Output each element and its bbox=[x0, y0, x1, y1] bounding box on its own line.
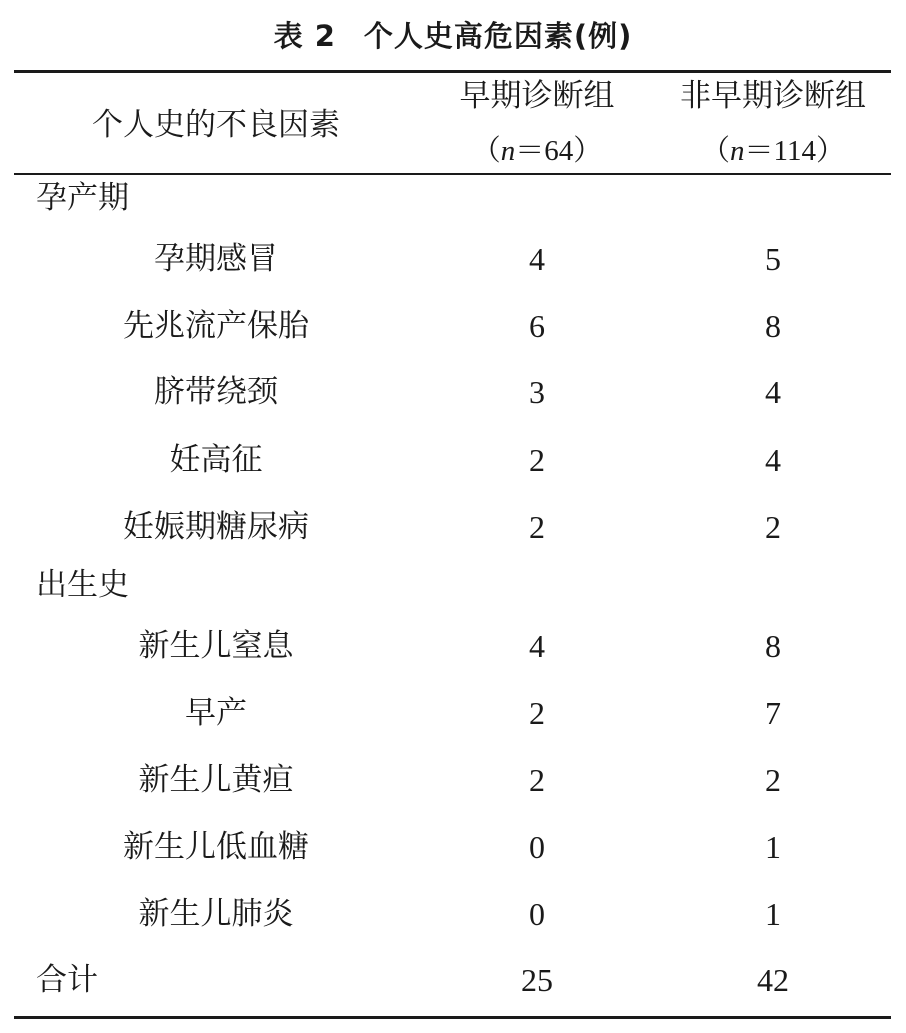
section-label: 出生史 bbox=[36, 567, 129, 603]
bottom-rule bbox=[14, 1016, 891, 1019]
row-early: 4 bbox=[529, 628, 545, 664]
table-caption: 个人史高危因素(例) bbox=[363, 19, 633, 53]
row-factor: 孕期感冒 bbox=[154, 241, 278, 277]
row-factor: 妊高征 bbox=[169, 442, 263, 478]
top-rule bbox=[14, 70, 891, 73]
header-non-early-n: （n＝114） bbox=[701, 135, 845, 167]
table-number: 表 2 bbox=[273, 19, 336, 53]
row-non-early: 4 bbox=[765, 442, 781, 478]
row-early: 4 bbox=[529, 241, 545, 277]
row-early: 3 bbox=[529, 374, 545, 410]
row-non-early: 4 bbox=[765, 374, 781, 410]
row-non-early: 5 bbox=[765, 241, 781, 277]
header-early-group: 早期诊断组 bbox=[459, 78, 615, 114]
row-factor: 新生儿黄疸 bbox=[138, 762, 294, 798]
row-non-early: 8 bbox=[765, 308, 781, 344]
row-early: 2 bbox=[529, 509, 545, 545]
row-non-early: 1 bbox=[765, 829, 781, 865]
row-non-early: 8 bbox=[765, 628, 781, 664]
header-rule bbox=[14, 173, 891, 175]
row-factor: 妊娠期糖尿病 bbox=[123, 509, 309, 545]
row-non-early: 7 bbox=[765, 695, 781, 731]
section-label: 孕产期 bbox=[36, 180, 129, 216]
row-early: 0 bbox=[529, 829, 545, 865]
row-factor: 先兆流产保胎 bbox=[123, 308, 309, 344]
row-early: 2 bbox=[529, 442, 545, 478]
header-early-n: （n＝64） bbox=[471, 135, 603, 167]
row-factor: 新生儿肺炎 bbox=[138, 896, 294, 932]
table-title bbox=[0, 14, 906, 58]
row-factor: 脐带绕颈 bbox=[154, 374, 278, 410]
row-early: 2 bbox=[529, 695, 545, 731]
total-early: 25 bbox=[521, 962, 553, 998]
row-factor: 新生儿低血糖 bbox=[123, 829, 309, 865]
row-early: 6 bbox=[529, 308, 545, 344]
row-non-early: 2 bbox=[765, 509, 781, 545]
total-label: 合计 bbox=[36, 962, 98, 998]
row-non-early: 2 bbox=[765, 762, 781, 798]
row-early: 0 bbox=[529, 896, 545, 932]
row-non-early: 1 bbox=[765, 896, 781, 932]
row-early: 2 bbox=[529, 762, 545, 798]
total-non-early: 42 bbox=[757, 962, 789, 998]
header-factor: 个人史的不良因素 bbox=[92, 107, 340, 143]
row-factor: 早产 bbox=[185, 695, 247, 731]
row-factor: 新生儿窒息 bbox=[138, 628, 294, 664]
header-non-early-group: 非早期诊断组 bbox=[680, 78, 866, 114]
